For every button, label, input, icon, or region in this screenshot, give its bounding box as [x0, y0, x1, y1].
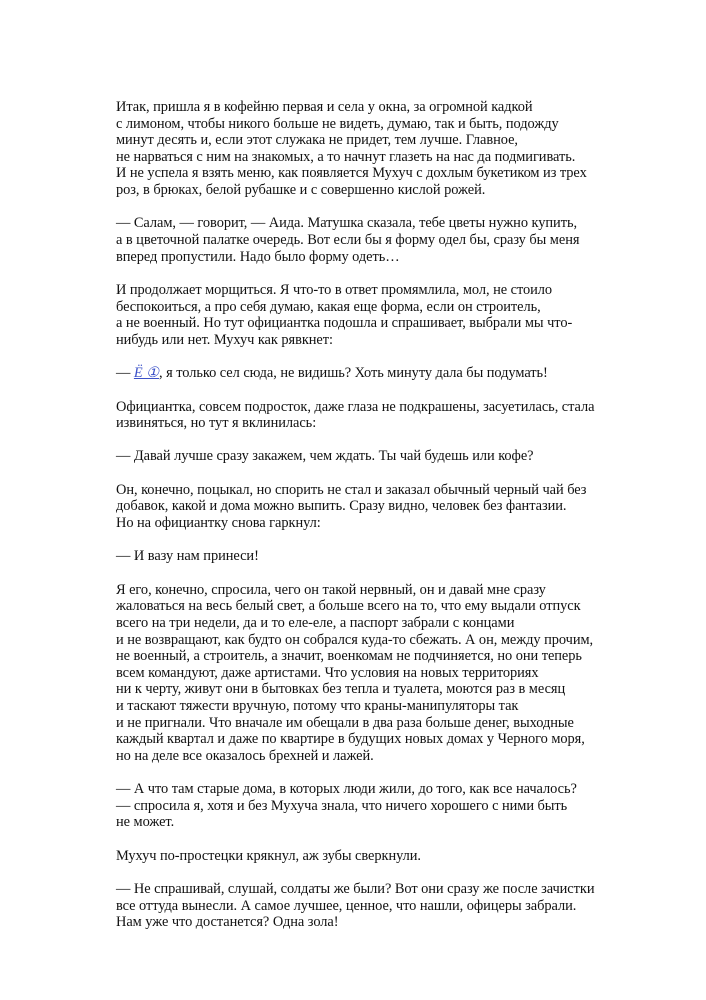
footnote-link[interactable]: Ё ① [133, 365, 160, 382]
paragraph-11 [116, 848, 616, 865]
text-line: Я его, конечно, спросила, чего он такой нервный, он и давай мне сразу [116, 581, 546, 598]
text-line: не нарваться с ним на знакомых, а то начнут глазеть на нас да подмигивать. [116, 148, 576, 165]
text-line: Но на официантку снова гаркнул: [116, 515, 321, 532]
text-line: всем командуют, даже артистами. Что условия на новых территориях [116, 664, 539, 681]
text-line: а не военный. Но тут официантка подошла и спрашивает, выбрали мы что- [116, 315, 573, 332]
text-line [116, 365, 616, 382]
paragraph-4 [116, 365, 616, 382]
text-line: роз, в брюках, белой рубашке и с совершенно кислой рожей. [116, 181, 486, 198]
paragraph-1 [116, 99, 616, 199]
text-line: — спросила я, хотя и без Мухуча знала, что ничего хорошего с ними быть [116, 797, 568, 814]
text-line: жаловаться на весь белый свет, а больше всего на то, что ему выдали отпуск [116, 598, 581, 615]
text-line: не военный, а строитель, а значит, военкомам не подчиняется, но они теперь [116, 648, 582, 665]
line-prefix: — [116, 365, 134, 382]
text-line: и не возвращают, как будто он собрался куда-то сбежать. А он, между прочим, [116, 631, 594, 648]
text-line: — И вазу нам принеси! [116, 548, 259, 565]
document-page [116, 99, 616, 948]
text-line: каждый квартал и даже по квартире в будущих новых домах у Черного моря, [116, 731, 585, 748]
text-line: Мухуч по-простецки крякнул, аж зубы сверкнули. [116, 847, 421, 864]
text-line: всего на три недели, да и то еле-еле, а паспорт забрали с концами [116, 615, 515, 632]
text-line: минут десять и, если этот служака не придет, тем лучше. Главное, [116, 132, 518, 149]
text-line: Он, конечно, поцыкал, но спорить не стал и заказал обычный черный чай без [116, 481, 587, 498]
text-line: Нам уже что достанется? Одна зола! [116, 914, 339, 931]
paragraph-3 [116, 282, 616, 348]
paragraph-10 [116, 781, 616, 831]
text-line: не может. [116, 814, 175, 831]
paragraph-2 [116, 215, 616, 265]
text-line: беспокоиться, а про себя думаю, какая еще форма, если он строитель, [116, 298, 541, 315]
text-line: и не пригнали. Что вначале им обещали в два раза больше денег, выходные [116, 714, 574, 731]
text-line: — Не спрашивай, слушай, солдаты же были? Вот они сразу же после зачистки [116, 881, 595, 898]
text-line: все оттуда вынесли. А самое лучшее, ценное, что нашли, офицеры забрали. [116, 897, 577, 914]
text-line: ни к черту, живут они в бытовках без тепла и туалета, моются раз в месяц [116, 681, 566, 698]
text-line: а в цветочной палатке очередь. Вот если бы я форму одел бы, сразу бы меня [116, 231, 580, 248]
text-line: вперед пропустили. Надо было форму одеть… [116, 248, 400, 265]
paragraph-7 [116, 482, 616, 532]
paragraph-8 [116, 548, 616, 565]
text-line: — А что там старые дома, в которых люди жили, до того, как все началось? [116, 781, 577, 798]
line-suffix: , я только сел сюда, не видишь? Хоть минуту дала бы подумать! [159, 365, 548, 382]
text-line: добавок, какой и дома можно выпить. Сразу видно, человек без фантазии. [116, 498, 567, 515]
text-line: с лимоном, чтобы никого больше не видеть, думаю, так и быть, подожду [116, 115, 559, 132]
text-line: И не успела я взять меню, как появляется Мухуч с дохлым букетиком из трех [116, 165, 587, 182]
text-line: но на деле все оказалось брехней и лажей. [116, 747, 374, 764]
text-line: Итак, пришла я в кофейню первая и села у окна, за огромной кадкой [116, 99, 533, 115]
text-line: — Салам, — говорит, — Аида. Матушка сказала, тебе цветы нужно купить, [116, 215, 578, 232]
text-line: — Давай лучше сразу закажем, чем ждать. Ты чай будешь или кофе? [116, 448, 534, 465]
text-line: И продолжает морщиться. Я что-то в ответ промямлила, мол, не стоило [116, 281, 553, 298]
text-line: Официантка, совсем подросток, даже глаза не подкрашены, засуетилась, стала [116, 398, 595, 415]
paragraph-9 [116, 582, 616, 765]
paragraph-5 [116, 399, 616, 432]
text-line: нибудь или нет. Мухуч как рявкнет: [116, 331, 333, 348]
text-line: и таскают тяжести вручную, потому что краны-манипуляторы так [116, 698, 519, 714]
text-line: извиняться, но тут я вклинилась: [116, 415, 317, 432]
paragraph-12 [116, 881, 616, 931]
paragraph-6 [116, 448, 616, 465]
